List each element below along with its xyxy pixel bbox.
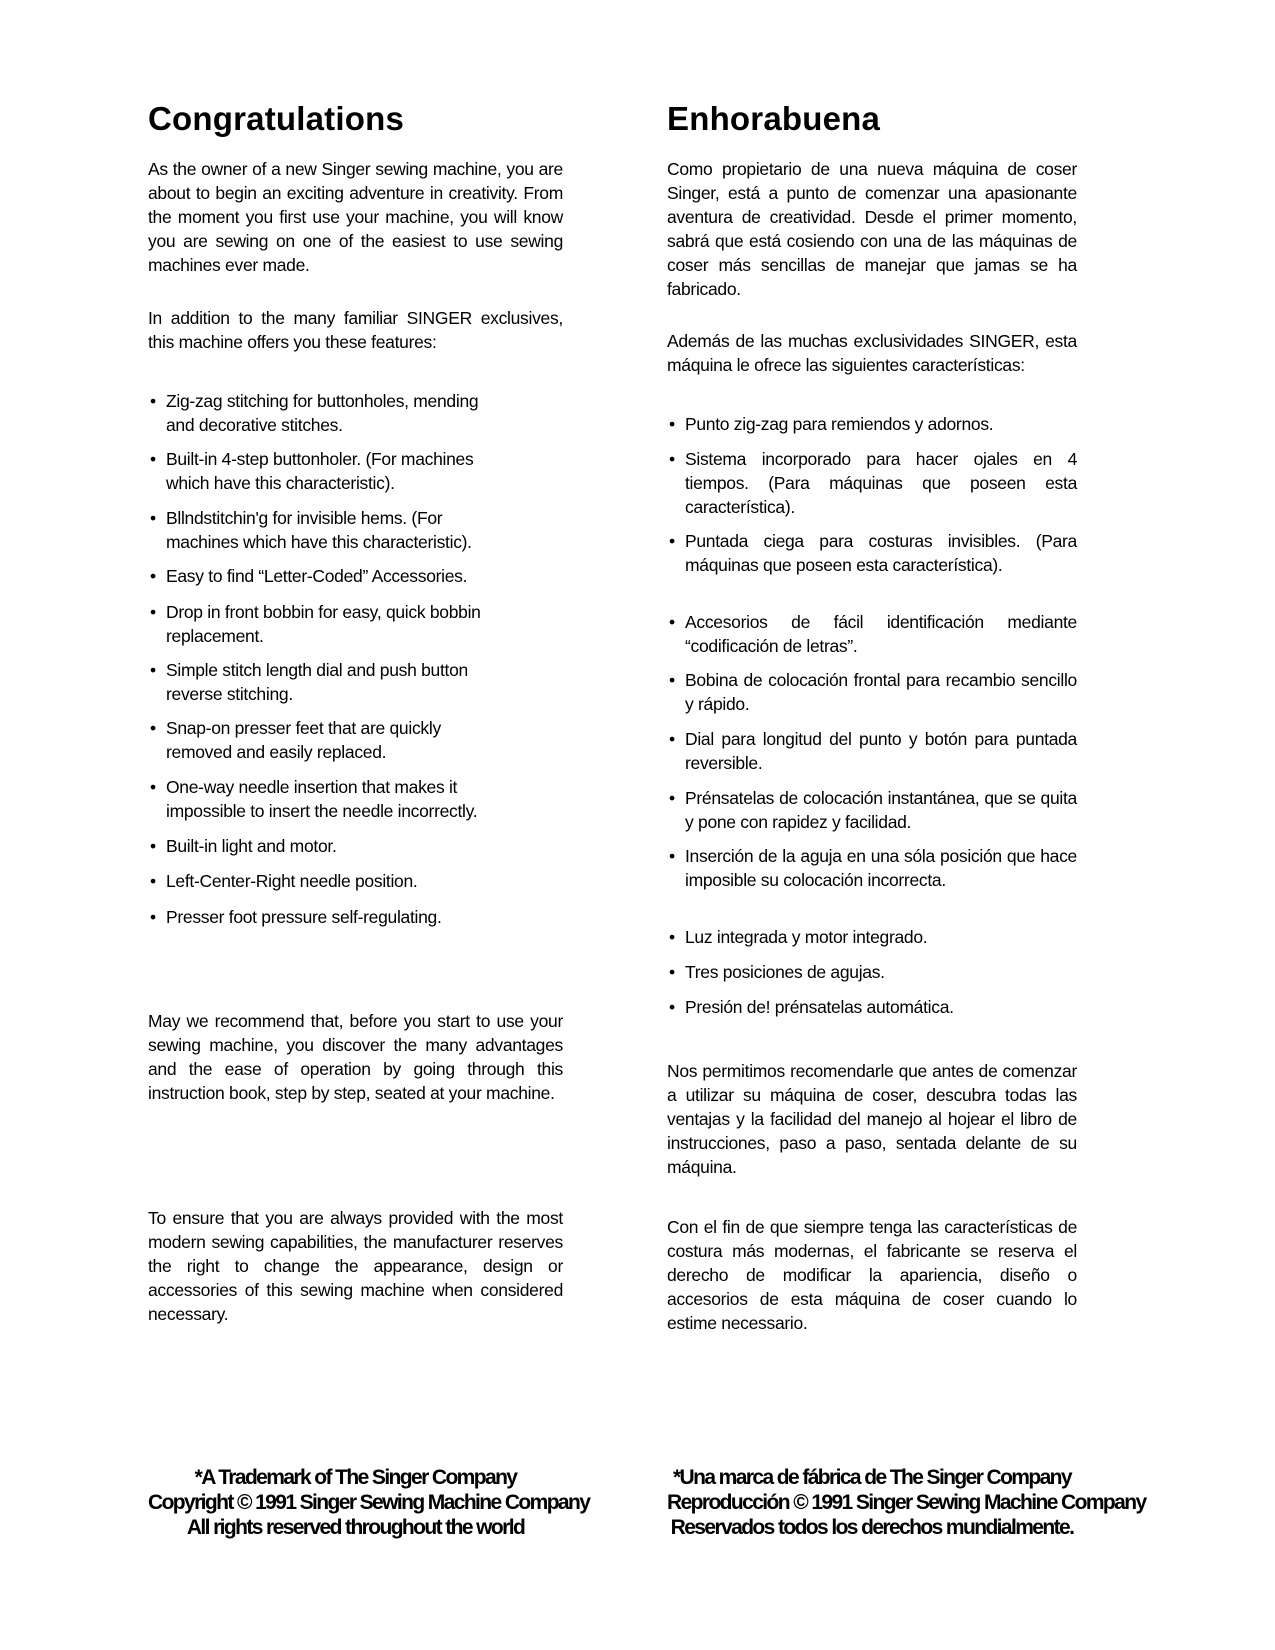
feature-item: • Zig-zag stitching for buttonholes, mending and decorative stitches. [148, 389, 563, 437]
spanish-features-intro: Además de las muchas exclusividades SINGER, esta máquina le ofrece las siguientes características: [667, 331, 1077, 375]
feature-item: • Easy to find “Letter-Coded” Accessories. [148, 564, 563, 588]
footer-line: All rights reserved throughout the world [186, 1516, 525, 1539]
feature-item: • Tres posiciones de agujas. [667, 960, 1077, 984]
english-heading: Congratulations [148, 100, 404, 137]
feature-item: • One-way needle insertion that makes it impossible to insert the needle incorrectly. [148, 775, 563, 823]
feature-item: • Simple stitch length dial and push button reverse stitching. [148, 658, 563, 706]
feature-item: • Built-in 4-step buttonholer. (For machines which have this characteristic). [148, 447, 563, 495]
feature-item: • Inserción de la aguja en una sóla posición que hace imposible su colocación incorrecta. [667, 844, 1077, 892]
feature-item: • Snap-on presser feet that are quickly removed and easily replaced. [148, 716, 563, 764]
feature-item: • Dial para longitud del punto y botón para puntada reversible. [667, 727, 1077, 775]
english-features-intro: In addition to the many familiar SINGER exclusives, this machine offers you these features: [148, 308, 563, 352]
feature-item: • Left-Center-Right needle position. [148, 869, 563, 893]
feature-item: • Presión de! prénsatelas automática. [667, 995, 1077, 1019]
feature-item: • Presser foot pressure self-regulating. [148, 905, 563, 929]
feature-item: • Luz integrada y motor integrado. [667, 925, 1077, 949]
spanish-intro: Como propietario de una nueva máquina de coser Singer, está a punto de comenzar una apasionante aventura de creatividad. Desde el primer momento, sabrá que está cosiendo con una de las máquinas de coser más sencillas de manejar que jamas se ha fabricado. [667, 159, 1077, 299]
spanish-disclaimer: Con el fin de que siempre tenga las características de costura más modernas, el fabricante se reserva el derecho de modificar la apariencia, diseño o accesorios de esta máquina de coser cuando lo estime necessario. [667, 1217, 1077, 1333]
feature-item: • Drop in front bobbin for easy, quick bobbin replacement. [148, 600, 563, 648]
footer-line: Reservados todos los derechos mundialmente. [670, 1516, 1074, 1539]
spanish-footer [667, 1465, 1146, 1540]
footer-line: *Una marca de fábrica de The Singer Company [672, 1466, 1071, 1489]
english-intro: As the owner of a new Singer sewing machine, you are about to begin an exciting adventure in creativity. From the moment you first use your machine, you will know you are sewing on one of the easiest to use sewing machines ever made. [148, 159, 563, 275]
feature-item: • Accesorios de fácil identificación mediante “codificación de letras”. [667, 610, 1077, 658]
english-footer [148, 1465, 590, 1540]
spanish-heading: Enhorabuena [667, 100, 881, 137]
english-disclaimer: To ensure that you are always provided with the most modern sewing capabilities, the manufacturer reserves the right to change the appearance, design or accessories of this sewing machine when considered necessary. [148, 1208, 563, 1324]
feature-item: • Built-in light and motor. [148, 834, 563, 858]
footer-line: Copyright © 1991 Singer Sewing Machine Company [148, 1491, 590, 1514]
feature-item: • Punto zig-zag para remiendos y adornos. [667, 412, 1077, 436]
feature-item: • Sistema incorporado para hacer ojales en 4 tiempos. (Para máquinas que poseen esta característica). [667, 447, 1077, 519]
footer-line: *A Trademark of The Singer Company [194, 1466, 517, 1489]
feature-item: • Prénsatelas de colocación instantánea, que se quita y pone con rapidez y facilidad. [667, 786, 1077, 834]
spanish-recommendation: Nos permitimos recomendarle que antes de comenzar a utilizar su máquina de coser, descubra todas las ventajas y la facilidad del manejo al hojear el libro de instrucciones, paso a paso, sentada delante de su máquina. [667, 1061, 1077, 1177]
footer-line: Reproducción © 1991 Singer Sewing Machine Company [667, 1491, 1146, 1514]
feature-item: • Bllndstitchin'g for invisible hems. (For machines which have this characteristic). [148, 506, 563, 554]
feature-item: • Bobina de colocación frontal para recambio sencillo y rápido. [667, 668, 1077, 716]
feature-item: • Puntada ciega para costuras invisibles. (Para máquinas que poseen esta característica). [667, 529, 1077, 577]
english-recommendation: May we recommend that, before you start to use your sewing machine, you discover the many advantages and the ease of operation by going through this instruction book, step by step, seated at your machine. [148, 1011, 563, 1103]
